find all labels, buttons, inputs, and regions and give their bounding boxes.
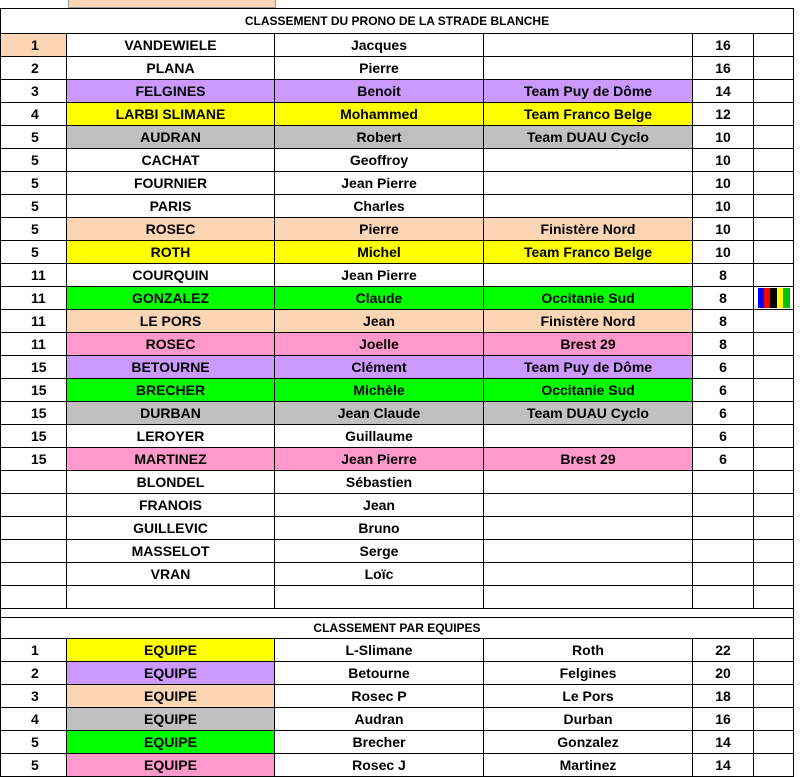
extra-cell[interactable] — [754, 425, 794, 448]
extra-cell[interactable] — [754, 103, 794, 126]
extra-cell[interactable] — [754, 34, 794, 57]
points-cell[interactable] — [693, 517, 754, 540]
extra-cell[interactable] — [754, 218, 794, 241]
rank-cell[interactable] — [1, 494, 67, 517]
team-points-cell[interactable]: 16 — [693, 708, 754, 731]
top-strip — [0, 0, 800, 8]
team-row — [1, 685, 794, 708]
name-cell[interactable]: BETOURNE — [67, 356, 275, 379]
name-cell[interactable] — [67, 586, 275, 609]
name-cell[interactable]: LEROYER — [67, 425, 275, 448]
team-points-cell[interactable]: 22 — [693, 639, 754, 662]
table-row — [1, 494, 794, 517]
firstname-cell[interactable]: Loïc — [275, 563, 484, 586]
table-row — [1, 287, 794, 310]
table-row — [1, 517, 794, 540]
rank-cell[interactable]: 5 — [1, 172, 67, 195]
team-cell[interactable]: Brest 29 — [484, 448, 693, 471]
spacer-row — [1, 609, 794, 618]
extra-cell[interactable] — [754, 379, 794, 402]
team-member1-cell[interactable]: Betourne — [275, 662, 484, 685]
points-cell[interactable]: 10 — [693, 126, 754, 149]
points-cell[interactable]: 8 — [693, 264, 754, 287]
table-row — [1, 471, 794, 494]
points-cell[interactable]: 8 — [693, 310, 754, 333]
points-cell[interactable] — [693, 586, 754, 609]
team-extra-cell[interactable] — [754, 639, 794, 662]
firstname-cell[interactable]: Pierre — [275, 218, 484, 241]
team-cell[interactable]: Team Franco Belge — [484, 103, 693, 126]
team-row — [1, 662, 794, 685]
firstname-cell[interactable]: Charles — [275, 195, 484, 218]
team-extra-cell[interactable] — [754, 754, 794, 777]
ranking-table — [0, 8, 794, 777]
firstname-cell[interactable]: Claude — [275, 287, 484, 310]
rank-cell[interactable]: 15 — [1, 356, 67, 379]
table-row — [1, 241, 794, 264]
team-member2-cell[interactable]: Le Pors — [484, 685, 693, 708]
team-rank-cell[interactable]: 5 — [1, 731, 67, 754]
extra-cell[interactable] — [754, 471, 794, 494]
page-title: CLASSEMENT DU PRONO DE LA STRADE BLANCHE — [1, 9, 794, 34]
extra-cell[interactable] — [754, 356, 794, 379]
firstname-cell[interactable]: Pierre — [275, 57, 484, 80]
team-cell[interactable]: Occitanie Sud — [484, 287, 693, 310]
team-label-cell[interactable]: EQUIPE — [67, 662, 275, 685]
table-row — [1, 264, 794, 287]
name-cell[interactable]: MARTINEZ — [67, 448, 275, 471]
team-points-cell[interactable]: 18 — [693, 685, 754, 708]
name-cell[interactable]: BRECHER — [67, 379, 275, 402]
rank-cell[interactable]: 5 — [1, 195, 67, 218]
table-row — [1, 333, 794, 356]
team-label-cell[interactable]: EQUIPE — [67, 708, 275, 731]
table-row — [1, 586, 794, 609]
points-cell[interactable] — [693, 471, 754, 494]
points-cell[interactable]: 10 — [693, 172, 754, 195]
rank-cell[interactable]: 1 — [1, 34, 67, 57]
team-label-cell[interactable]: EQUIPE — [67, 754, 275, 777]
rank-cell[interactable]: 11 — [1, 333, 67, 356]
extra-cell[interactable] — [754, 310, 794, 333]
rank-cell[interactable] — [1, 471, 67, 494]
firstname-cell[interactable]: Robert — [275, 126, 484, 149]
team-member1-cell[interactable]: L-Slimane — [275, 639, 484, 662]
team-title: CLASSEMENT PAR EQUIPES — [1, 618, 794, 639]
rank-cell[interactable]: 11 — [1, 287, 67, 310]
rank-cell[interactable]: 15 — [1, 379, 67, 402]
team-extra-cell[interactable] — [754, 708, 794, 731]
team-row — [1, 754, 794, 777]
team-cell[interactable] — [484, 264, 693, 287]
table-row — [1, 379, 794, 402]
table-row — [1, 34, 794, 57]
name-cell[interactable]: FRANOIS — [67, 494, 275, 517]
rank-cell[interactable]: 11 — [1, 310, 67, 333]
firstname-cell[interactable] — [275, 586, 484, 609]
name-cell[interactable]: DURBAN — [67, 402, 275, 425]
team-cell[interactable] — [484, 172, 693, 195]
name-cell[interactable]: AUDRAN — [67, 126, 275, 149]
team-cell[interactable] — [484, 195, 693, 218]
firstname-cell[interactable]: Joelle — [275, 333, 484, 356]
table-row — [1, 103, 794, 126]
team-cell[interactable] — [484, 57, 693, 80]
team-member1-cell[interactable]: Rosec J — [275, 754, 484, 777]
team-label-cell[interactable]: EQUIPE — [67, 731, 275, 754]
extra-cell[interactable] — [754, 241, 794, 264]
rank-cell[interactable]: 5 — [1, 241, 67, 264]
extra-cell[interactable] — [754, 195, 794, 218]
team-cell[interactable] — [484, 149, 693, 172]
team-label-cell[interactable]: EQUIPE — [67, 639, 275, 662]
table-row — [1, 149, 794, 172]
team-cell[interactable]: Occitanie Sud — [484, 379, 693, 402]
name-cell[interactable]: COURQUIN — [67, 264, 275, 287]
table-row — [1, 310, 794, 333]
name-cell[interactable]: VRAN — [67, 563, 275, 586]
team-rank-cell[interactable]: 3 — [1, 685, 67, 708]
name-cell[interactable]: FELGINES — [67, 80, 275, 103]
firstname-cell[interactable]: Guillaume — [275, 425, 484, 448]
extra-cell[interactable] — [754, 172, 794, 195]
name-cell[interactable]: LE PORS — [67, 310, 275, 333]
rank-cell[interactable]: 2 — [1, 57, 67, 80]
extra-cell[interactable] — [754, 540, 794, 563]
team-cell[interactable]: Team Puy de Dôme — [484, 80, 693, 103]
team-cell[interactable]: Team DUAU Cyclo — [484, 402, 693, 425]
extra-cell[interactable] — [754, 586, 794, 609]
extra-cell[interactable] — [754, 563, 794, 586]
name-cell[interactable]: FOURNIER — [67, 172, 275, 195]
team-cell[interactable]: Team Puy de Dôme — [484, 356, 693, 379]
table-row — [1, 402, 794, 425]
firstname-cell[interactable]: Michel — [275, 241, 484, 264]
team-points-cell[interactable]: 20 — [693, 662, 754, 685]
team-cell[interactable]: Team Franco Belge — [484, 241, 693, 264]
team-points-cell[interactable]: 14 — [693, 754, 754, 777]
rank-cell[interactable]: 5 — [1, 126, 67, 149]
rank-cell[interactable]: 15 — [1, 425, 67, 448]
team-rank-cell[interactable]: 1 — [1, 639, 67, 662]
rank-cell[interactable]: 15 — [1, 402, 67, 425]
name-cell[interactable]: BLONDEL — [67, 471, 275, 494]
team-cell[interactable] — [484, 540, 693, 563]
team-member2-cell[interactable]: Martinez — [484, 754, 693, 777]
firstname-cell[interactable]: Michèle — [275, 379, 484, 402]
team-label-cell[interactable]: EQUIPE — [67, 685, 275, 708]
rank-cell[interactable] — [1, 517, 67, 540]
points-cell[interactable]: 8 — [693, 333, 754, 356]
points-cell[interactable]: 6 — [693, 379, 754, 402]
table-row — [1, 448, 794, 471]
firstname-cell[interactable]: Jean Pierre — [275, 448, 484, 471]
team-cell[interactable] — [484, 563, 693, 586]
team-member2-cell[interactable]: Durban — [484, 708, 693, 731]
name-cell[interactable]: MASSELOT — [67, 540, 275, 563]
team-cell[interactable] — [484, 425, 693, 448]
team-cell[interactable]: Finistère Nord — [484, 218, 693, 241]
team-rank-cell[interactable]: 4 — [1, 708, 67, 731]
firstname-cell[interactable]: Sébastien — [275, 471, 484, 494]
points-cell[interactable]: 6 — [693, 402, 754, 425]
points-cell[interactable]: 14 — [693, 80, 754, 103]
points-cell[interactable]: 16 — [693, 57, 754, 80]
points-cell[interactable] — [693, 494, 754, 517]
team-member1-cell[interactable]: Audran — [275, 708, 484, 731]
rank-cell[interactable] — [1, 563, 67, 586]
firstname-cell[interactable]: Jean Pierre — [275, 172, 484, 195]
team-member2-cell[interactable]: Felgines — [484, 662, 693, 685]
flag-icon — [758, 288, 790, 308]
firstname-cell[interactable]: Benoit — [275, 80, 484, 103]
firstname-cell[interactable]: Jean Pierre — [275, 264, 484, 287]
spacer-cell — [1, 609, 794, 618]
extra-cell[interactable] — [754, 57, 794, 80]
name-cell[interactable]: VANDEWIELE — [67, 34, 275, 57]
points-cell[interactable]: 8 — [693, 287, 754, 310]
extra-cell[interactable] — [754, 333, 794, 356]
team-cell[interactable] — [484, 586, 693, 609]
rank-cell[interactable] — [1, 540, 67, 563]
points-cell[interactable]: 10 — [693, 218, 754, 241]
table-row — [1, 195, 794, 218]
name-cell[interactable]: ROSEC — [67, 218, 275, 241]
points-cell[interactable]: 12 — [693, 103, 754, 126]
extra-cell[interactable] — [754, 494, 794, 517]
points-cell[interactable]: 10 — [693, 241, 754, 264]
team-cell[interactable]: Finistère Nord — [484, 310, 693, 333]
extra-cell[interactable] — [754, 126, 794, 149]
table-row — [1, 126, 794, 149]
firstname-cell[interactable]: Bruno — [275, 517, 484, 540]
firstname-cell[interactable]: Jean Claude — [275, 402, 484, 425]
team-extra-cell[interactable] — [754, 662, 794, 685]
team-member1-cell[interactable]: Rosec P — [275, 685, 484, 708]
firstname-cell[interactable]: Serge — [275, 540, 484, 563]
firstname-cell[interactable]: Jean — [275, 494, 484, 517]
team-row — [1, 639, 794, 662]
points-cell[interactable]: 16 — [693, 34, 754, 57]
extra-cell[interactable] — [754, 264, 794, 287]
table-row — [1, 356, 794, 379]
points-cell[interactable] — [693, 540, 754, 563]
table-row — [1, 172, 794, 195]
team-cell[interactable]: Brest 29 — [484, 333, 693, 356]
team-member2-cell[interactable]: Gonzalez — [484, 731, 693, 754]
team-cell[interactable]: Team DUAU Cyclo — [484, 126, 693, 149]
extra-cell[interactable] — [754, 517, 794, 540]
team-cell[interactable] — [484, 517, 693, 540]
name-cell[interactable]: LARBI SLIMANE — [67, 103, 275, 126]
points-cell[interactable] — [693, 563, 754, 586]
extra-cell[interactable] — [754, 149, 794, 172]
points-cell[interactable]: 10 — [693, 195, 754, 218]
rank-cell[interactable]: 11 — [1, 264, 67, 287]
team-row — [1, 731, 794, 754]
points-cell[interactable]: 6 — [693, 356, 754, 379]
name-cell[interactable]: GUILLEVIC — [67, 517, 275, 540]
team-extra-cell[interactable] — [754, 731, 794, 754]
team-points-cell[interactable]: 14 — [693, 731, 754, 754]
table-row — [1, 80, 794, 103]
table-row — [1, 425, 794, 448]
table-row — [1, 218, 794, 241]
name-cell[interactable]: ROSEC — [67, 333, 275, 356]
team-rank-cell[interactable]: 2 — [1, 662, 67, 685]
rank-cell[interactable] — [1, 586, 67, 609]
rank-cell[interactable]: 3 — [1, 80, 67, 103]
firstname-cell[interactable]: Jacques — [275, 34, 484, 57]
team-rank-cell[interactable]: 5 — [1, 754, 67, 777]
extra-cell[interactable] — [754, 287, 794, 310]
name-cell[interactable]: PLANA — [67, 57, 275, 80]
extra-cell[interactable] — [754, 448, 794, 471]
team-member2-cell[interactable]: Roth — [484, 639, 693, 662]
table-row — [1, 563, 794, 586]
points-cell[interactable]: 6 — [693, 448, 754, 471]
name-cell[interactable]: ROTH — [67, 241, 275, 264]
name-cell[interactable]: CACHAT — [67, 149, 275, 172]
rank-cell[interactable]: 5 — [1, 218, 67, 241]
extra-cell[interactable] — [754, 402, 794, 425]
table-row — [1, 57, 794, 80]
team-cell[interactable] — [484, 34, 693, 57]
firstname-cell[interactable]: Jean — [275, 310, 484, 333]
name-cell[interactable]: GONZALEZ — [67, 287, 275, 310]
firstname-cell[interactable]: Geoffroy — [275, 149, 484, 172]
firstname-cell[interactable]: Clément — [275, 356, 484, 379]
firstname-cell[interactable]: Mohammed — [275, 103, 484, 126]
name-cell[interactable]: PARIS — [67, 195, 275, 218]
team-cell[interactable] — [484, 471, 693, 494]
rank-cell[interactable]: 4 — [1, 103, 67, 126]
rank-cell[interactable]: 15 — [1, 448, 67, 471]
team-cell[interactable] — [484, 494, 693, 517]
team-extra-cell[interactable] — [754, 685, 794, 708]
rank-cell[interactable]: 5 — [1, 149, 67, 172]
table-row — [1, 540, 794, 563]
team-row — [1, 708, 794, 731]
points-cell[interactable]: 6 — [693, 425, 754, 448]
team-member1-cell[interactable]: Brecher — [275, 731, 484, 754]
points-cell[interactable]: 10 — [693, 149, 754, 172]
extra-cell[interactable] — [754, 80, 794, 103]
